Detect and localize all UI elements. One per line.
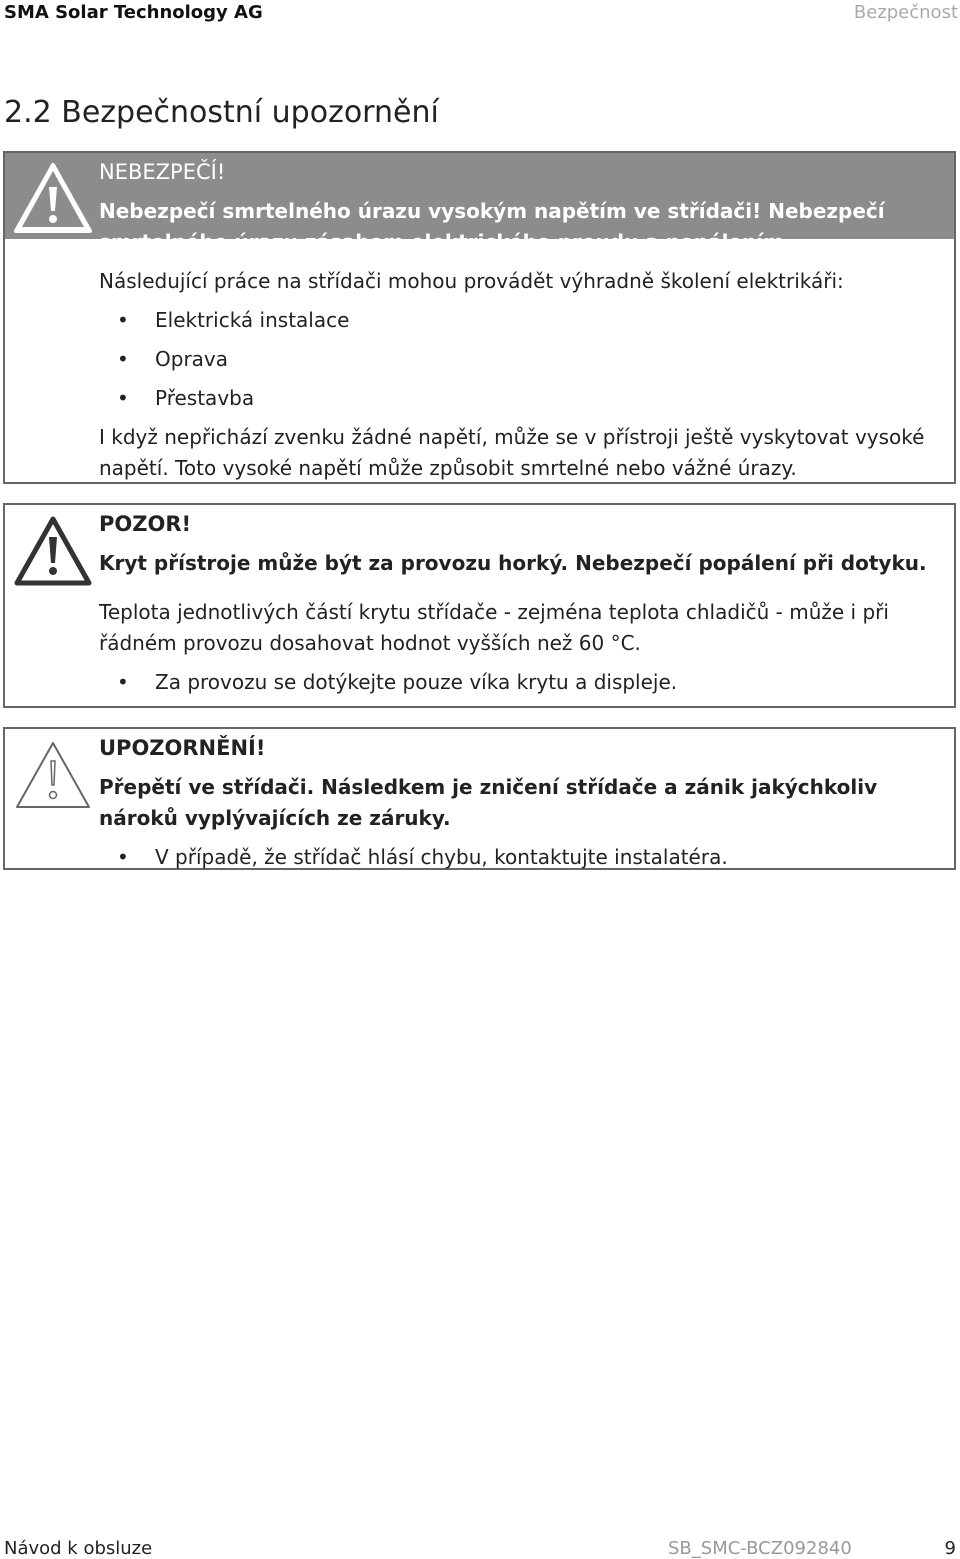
header-company: SMA Solar Technology AG xyxy=(4,2,263,23)
danger-label: NEBEZPEČÍ! xyxy=(99,160,226,184)
list-item: • Oprava xyxy=(99,344,944,375)
header-chapter: Bezpečnost xyxy=(853,2,958,23)
section-title: 2.2 Bezpečnostní upozornění xyxy=(4,95,439,130)
list-item: • Přestavba xyxy=(99,383,944,414)
notice-box xyxy=(3,727,956,870)
caution-box xyxy=(3,503,956,708)
list-item: • Za provozu se dotýkejte pouze víka krytu a displeje. xyxy=(99,667,944,698)
caution-list xyxy=(99,667,944,698)
notice-label: UPOZORNĚNÍ! xyxy=(99,736,266,760)
danger-list xyxy=(99,305,944,414)
warning-triangle-icon xyxy=(13,513,93,591)
caution-headline: Kryt přístroje může být za provozu horký. Nebezpečí popálení při dotyku. xyxy=(99,551,927,575)
danger-headline: Nebezpečí smrtelného úrazu vysokým napětím ve střídači! Nebezpečí smrtelného úrazu zásahem elektrického proudu a popálením. xyxy=(99,199,885,254)
danger-intro: Následující práce na střídači mohou provádět výhradně školení elektrikáři: xyxy=(99,269,844,293)
notice-headline: Přepětí ve střídači. Následkem je zničení střídače a zánik jakýchkoliv nároků vyplývajících ze záruky. xyxy=(99,775,878,830)
footer-doc-code: SB_SMC-BCZ092840 xyxy=(668,1538,852,1559)
caution-label: POZOR! xyxy=(99,512,192,536)
footer-page-number: 9 xyxy=(944,1538,956,1559)
danger-note: I když nepřichází zvenku žádné napětí, může se v přístroji ještě vyskytovat vysoké napětí. Toto vysoké napětí může způsobit smrtelné nebo vážné úrazy. xyxy=(99,425,925,480)
list-item: • Elektrická instalace xyxy=(99,305,944,336)
warning-triangle-icon xyxy=(13,161,93,239)
list-item: • V případě, že střídač hlásí chybu, kontaktujte instalatéra. xyxy=(99,842,944,873)
danger-box xyxy=(3,151,956,484)
notice-triangle-icon xyxy=(13,737,93,815)
caution-body: Teplota jednotlivých částí krytu střídače - zejména teplota chladičů - může i při řádném provozu dosahovat hodnot vyšších než 60 °C. xyxy=(99,600,889,655)
notice-content xyxy=(99,733,944,881)
footer-doc-type: Návod k obsluze xyxy=(4,1538,153,1559)
notice-list xyxy=(99,842,944,873)
danger-content xyxy=(99,157,944,484)
caution-content xyxy=(99,509,944,706)
